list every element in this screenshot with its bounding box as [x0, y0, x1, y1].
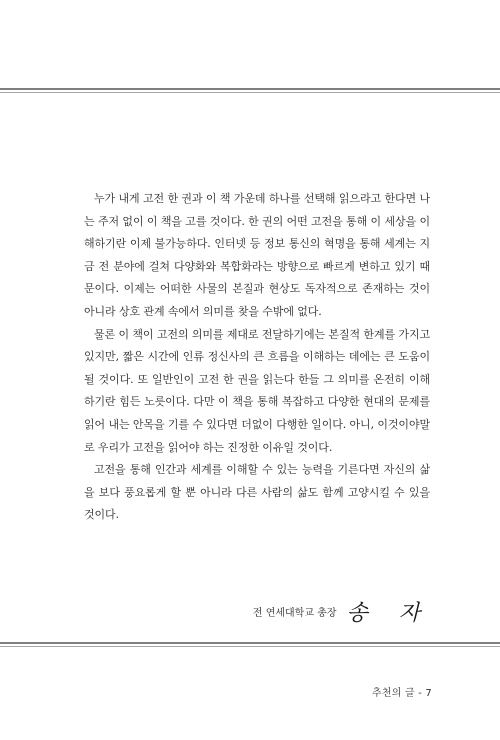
bottom-rule — [0, 642, 500, 644]
top-rule — [0, 88, 500, 90]
signature-role: 전 연세대학교 총장 — [252, 608, 337, 619]
signature-name: 송 자 — [346, 601, 432, 626]
page-footer: 추천의 글 - 7 — [372, 688, 432, 699]
paragraph-2: 물론 이 책이 고전의 의미를 제대로 전달하기에는 본질적 한계를 가지고 있지만, 짧은 시간에 인류 정신사의 큰 흐름을 이해하는 데에는 큰 도움이 될 것이다. 또 일반인이 고전 한 권을 읽는다 한들 그 의미를 온전히 이해하기란 힘든 노릇이다. 다만 이 책을 통해 복잡하고 다양한 현대의 문제를 읽어 내는 안목을 기를 수 있다면 더없이 다행한 일이다. 아니, 이것이야말로 우리가 고전을 읽어야 하는 진정한 이유일 것이다. — [84, 327, 431, 454]
bottom-rule-thin — [0, 646, 500, 647]
main-text — [84, 188, 430, 527]
top-rule-thin — [0, 92, 500, 93]
paragraph-1: 누가 내게 고전 한 권과 이 책 가운데 하나를 선택해 읽으라고 한다면 나는 주저 없이 이 책을 고를 것이다. 한 권의 어떤 고전을 통해 이 세상을 이해하기란 이제 불가능하다. 인터넷 등 정보 통신의 혁명을 통해 세계는 지금 전 분야에 걸쳐 다양화와 복합화라는 방향으로 빠르게 변하고 있기 때문이다. 이제는 어떠한 사물의 본질과 현상도 독자적으로 존재하는 것이 아니라 상호 관계 속에서 의미를 찾을 수밖에 없다. — [84, 192, 430, 318]
paragraph-3: 고전을 통해 인간과 세계를 이해할 수 있는 능력을 기른다면 자신의 삶을 보다 풍요롭게 할 뿐 아니라 다른 사람의 삶도 함께 고양시킬 수 있을 것이다. — [84, 463, 430, 522]
signature-block — [253, 596, 432, 627]
